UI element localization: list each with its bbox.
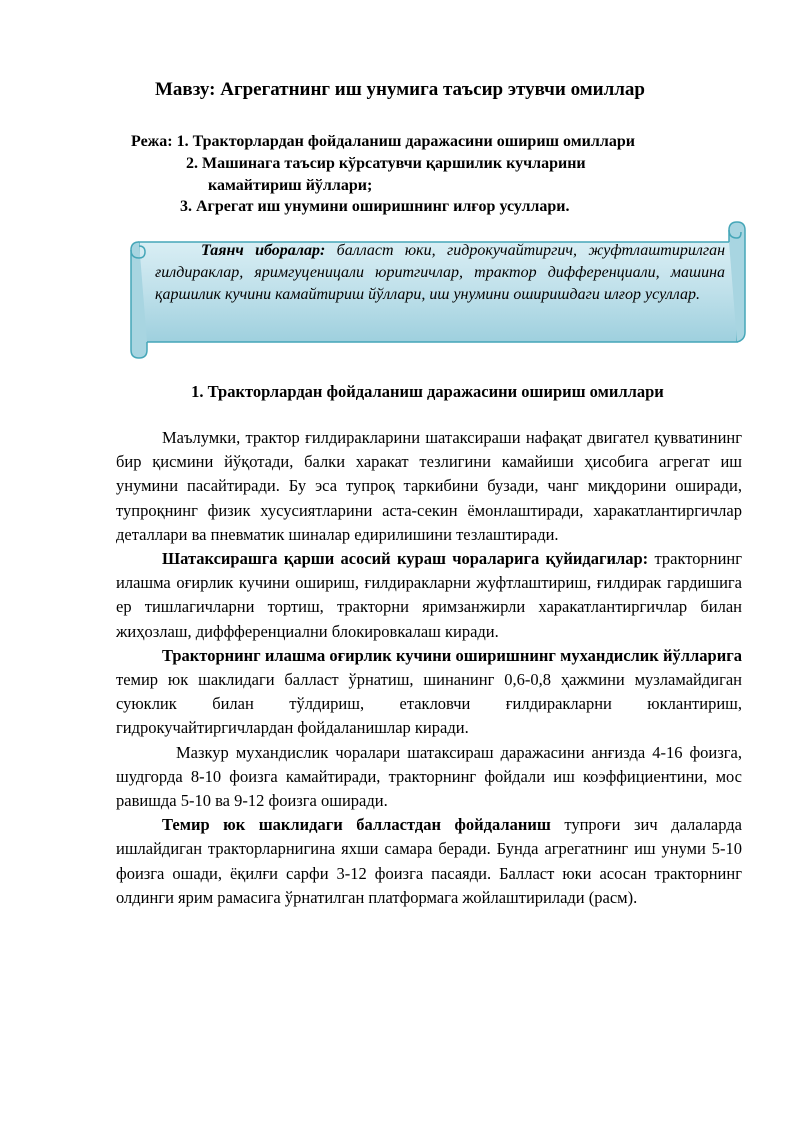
paragraph-3-bold: Тракторнинг илашма оғирлик кучини оширишнинг мухандислик йўлларига [162, 645, 742, 665]
keywords-label: Таянч иборалар: [201, 242, 326, 259]
paragraph-4: Мазкур мухандислик чоралари шатаксираш даражасини анғизда 4-16 фоизга, шудгорда 8-10 фоизга камайтиради, тракторнинг фойдали иш коэффициентини, мос равишда 5-10 ва 9-12 фоизга оширади. [116, 742, 742, 811]
plan-item-2-continued: камайтириш йўллари; [208, 177, 373, 194]
paragraph-1: Маълумки, трактор ғилдиракларини шатаксираши нафақат двигател қувватининг бир қисмини йўқотади, балки харакат тезлигини камайиши ҳисобига агрегат иш унумини пасайтиради. Бу эса тупроқ таркибини бузади, чанг миқдорини оширади, тупроқнинг физик хусусиятларини аста-секин ёмонлаштиради, харакатлантиргичлар деталлари ва пневматик шиналар едирилишини тезлаштиради. [116, 428, 742, 544]
paragraph-3 [116, 644, 742, 741]
plan-item-1-text: 1. Тракторлардан фойдаланиш даражасини ошириш омиллари [176, 133, 635, 150]
paragraph-3-text: темир юк шаклидаги балласт ўрнатиш, шинанинг 0,6-0,8 ҳажмини музламайдиган суюклик билан тўлдириш, етакловчи ғилдиракларни юклантириш, гидрокучайтиргичлардан фойдаланишлар киради. [116, 670, 742, 738]
paragraph-2-bold: Шатаксирашга қарши асосий кураш чораларига қуйидагилар: [162, 549, 649, 569]
paragraph-2-text: тракторнинг илашма оғирлик кучини ошириш, ғилдиракларни жуфтлаштириш, ғилдирак гардишига ер тишлагичларни тортиш, тракторни яримзанжирли харакатлантиргичлар билан жиҳозлаш, диффференциални блокировкалаш киради. [116, 549, 742, 641]
plan-item-2: 2. Машинага таъсир кўрсатувчи қаршилик кучларини [186, 155, 586, 172]
plan-item-3: 3. Агрегат иш унумини оширишнинг илғор усуллари. [180, 198, 570, 215]
plan-item-1 [131, 131, 635, 153]
plan-label: Режа: [131, 133, 173, 150]
paragraph-5-bold: Темир юк шаклидаги балластдан фойдаланиш [162, 815, 551, 835]
paragraph-5-text: тупроғи зич далаларда ишлайдиган тракторларнигина яхши самара беради. Бунда агрегатнинг иш унуми 5-10 фоизга ошади, ёқилғи сарфи 3-12 фоизга пасаяди. Балласт юки асосан тракторнинг олдинги ярим рамасига ўрнатилган платформага жойлаштирилади (расм). [116, 815, 743, 907]
body-text [116, 426, 742, 910]
paragraph-2 [116, 547, 742, 644]
keywords-list: балласт юки, гидрокучайтиргич, жуфтлаштирилган ғилдираклар, яримгуценицали юритгичлар, трактор дифференциали, машина қаршилик кучини камайтириш йўллари, иш унумини оширишдаги илғор усуллар. [155, 242, 726, 303]
section-heading: 1. Тракторлардан фойдаланиш даражасини ошириш омиллари [191, 382, 664, 401]
keywords-text [155, 240, 725, 306]
page-title: Мавзу: Агрегатнинг иш унумига таъсир этувчи омиллар [155, 79, 645, 100]
keywords-scroll-banner [125, 220, 753, 360]
paragraph-5 [116, 813, 742, 910]
